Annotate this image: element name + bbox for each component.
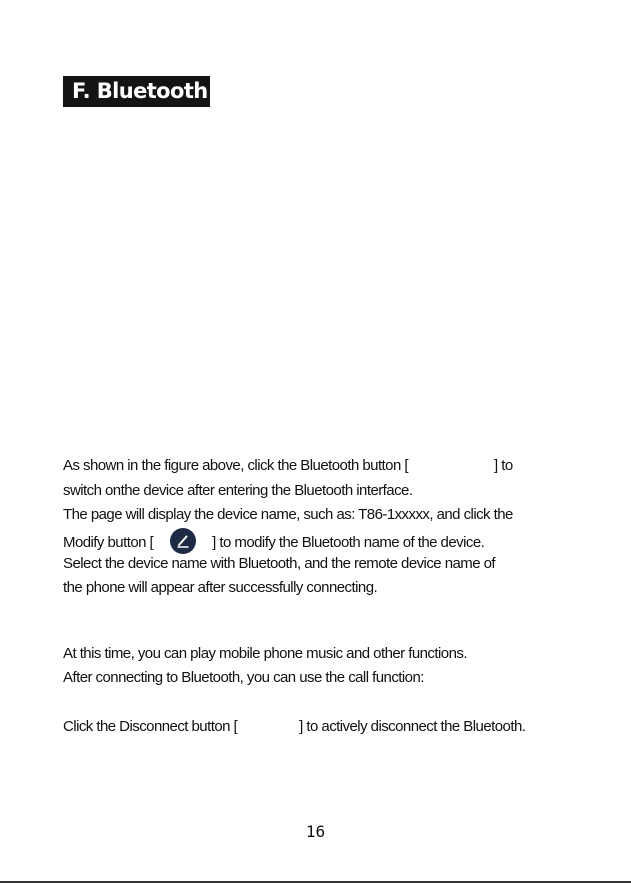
text-segment: Click the Disconnect button [ xyxy=(63,718,238,735)
text-line: At this time, you can play mobile phone music and other functions. xyxy=(63,645,467,662)
text-segment: Modify button [ xyxy=(63,533,154,551)
page-number: 16 xyxy=(305,822,326,841)
text-line xyxy=(63,718,525,736)
text-line: After connecting to Bluetooth, you can use the call function: xyxy=(63,669,424,686)
text-line: the phone will appear after successfully connecting. xyxy=(63,579,378,596)
section-heading: F. Bluetooth xyxy=(63,76,210,107)
edit-pencil-icon xyxy=(170,528,196,554)
text-line: switch onthe device after entering the Bluetooth interface. xyxy=(63,482,413,499)
text-line: Select the device name with Bluetooth, and the remote device name of xyxy=(63,555,496,572)
text-line xyxy=(63,530,484,556)
text-segment: ] to xyxy=(494,457,513,474)
text-segment: As shown in the figure above, click the Bluetooth button [ xyxy=(63,457,408,474)
text-line xyxy=(63,457,513,475)
text-segment: ] to actively disconnect the Bluetooth. xyxy=(299,718,526,735)
text-segment: ] to modify the Bluetooth name of the device. xyxy=(212,533,485,551)
text-line: The page will display the device name, such as: T86-1xxxxx, and click the xyxy=(63,506,513,523)
